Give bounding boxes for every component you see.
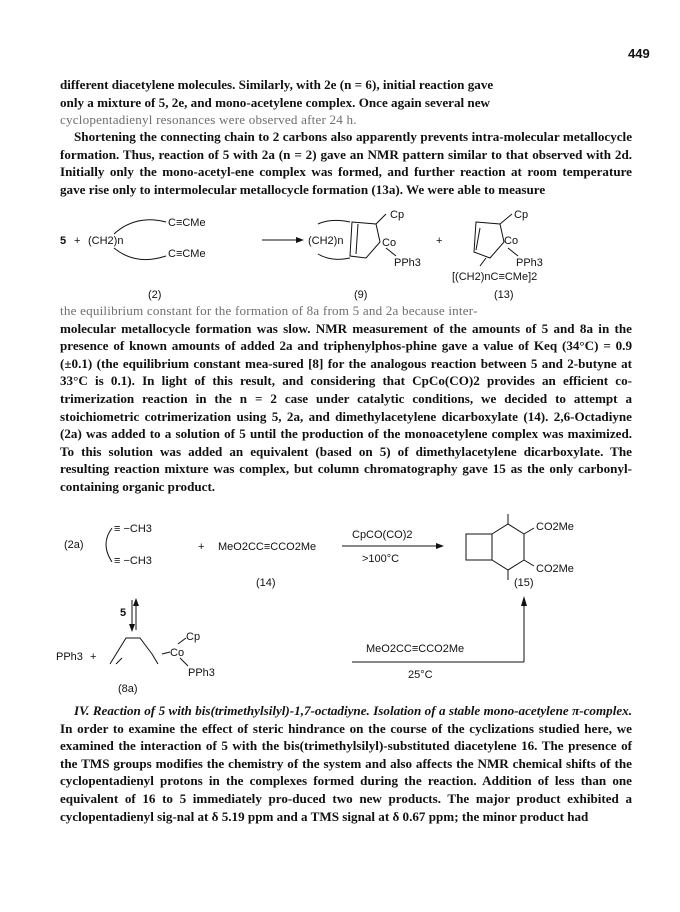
pph3-bond	[180, 658, 188, 666]
chain-arc-top	[114, 220, 166, 234]
conditions-label: >100°C	[362, 553, 400, 565]
scheme1-reagent-5: 5	[60, 235, 67, 247]
para1-line3: cyclopentadienyl resonances were observed after 24 h.	[60, 112, 357, 128]
catalyst-label: CpCO(CO)2	[352, 529, 413, 541]
scheme1-chain: (CH2)n	[88, 235, 124, 247]
alkyne-bottom: C≡CMe	[168, 248, 206, 260]
cp-bond	[178, 638, 186, 644]
diyne-bottom: ≡ −CH3	[114, 555, 152, 567]
co-pph3-bond	[386, 248, 396, 256]
product9-chain: (CH2)n	[308, 235, 344, 247]
complex-8a-chain	[110, 638, 152, 664]
ring13-sub-bond	[480, 258, 486, 266]
section-4-title: IV. Reaction of 5 with bis(trimethylsilyl)-1,7-octadiyne. Isolation of a stable mono-acetylene π-complex.	[74, 703, 632, 718]
para2-text: Shortening the connecting chain to 2 carbons also apparently prevents intra-molecular metallocycle formation. Thus, reaction of 5 with 2a (n = 2) gave an NMR pattern similar to that observed with 2d. Initially only the mono-acetyl-ene complex was formed, and further reaction at room temperature gave rise only to intermolecular metallocycle formation (13a). We were able to measure	[60, 129, 632, 197]
label-13: (13)	[494, 289, 514, 301]
equilibrium-head-up	[133, 598, 139, 606]
reagent-14: MeO2CC≡CCO2Me	[218, 541, 317, 553]
para1-line1: different diacetylene molecules. Similarly, with 2e (n = 6), initial reaction gave	[60, 77, 494, 92]
metallocycle-ring	[350, 222, 380, 258]
co2me-bottom: CO2Me	[536, 563, 574, 575]
pph3-left: PPh3	[56, 651, 83, 663]
product9-pph3: PPh3	[394, 257, 421, 269]
product13-substituent: [(CH2)nC≡CMe]2	[452, 271, 538, 283]
cyclobutane-ring	[466, 534, 492, 560]
paragraph-1	[60, 76, 632, 129]
alkyne-top: C≡CMe	[168, 217, 206, 229]
scheme2-plus: +	[198, 541, 205, 553]
reagent-bottom: MeO2CC≡CCO2Me	[366, 643, 465, 655]
ester-bond-bottom	[524, 560, 534, 566]
section-4-text: In order to examine the effect of steric hindrance on the course of the cyclizations studied here, we examined the interaction of 5 with the bis(trimethylsilyl)-substituted diacetylene 16. The presence of the TMS groups modifies the chemistry of the system and also affects the NMR chemical shifts of the cyclopentadienyl protons in the complexes formed during the reaction. Addition of less than one equivalent of 16 to 5 immediately pro-duced two new products. The major product exhibited a cyclopentadienyl sig-nal at δ 5.19 ppm and a TMS signal at δ 0.67 ppm; the minor product had	[60, 720, 632, 824]
chain-arc-bottom	[114, 248, 166, 260]
cotrimer-arrow-head	[436, 543, 444, 549]
product9-co: Co	[382, 237, 397, 249]
para3-line1: the equilibrium constant for the formation of 8a from 5 and 2a because inter-	[60, 303, 478, 318]
diyne-chain	[106, 528, 112, 562]
section-4	[60, 702, 632, 825]
paragraph-2	[60, 128, 632, 198]
para1-line2: only a mixture of 5, 2e, and mono-acetylene complex. Once again several new	[60, 94, 490, 110]
label-8a: (8a)	[118, 683, 138, 695]
label-15: (15)	[514, 577, 534, 589]
page-number: 449	[628, 46, 650, 61]
product9-cp: Cp	[390, 210, 405, 221]
complex-8a-pph3: PPh3	[188, 667, 215, 679]
product13-co: Co	[504, 235, 519, 247]
ring13-inner-line	[476, 228, 480, 250]
equilibrium-head-down	[129, 624, 135, 632]
ring-me-top	[376, 214, 386, 224]
alkyne-hash-1	[116, 658, 122, 664]
scheme2-plus-2: +	[90, 651, 97, 663]
equilibrium-label: 5	[120, 607, 127, 619]
product13-cp: Cp	[514, 210, 529, 221]
ring-inner-line	[356, 224, 358, 254]
return-arrow-head	[521, 596, 527, 606]
label-2a: (2a)	[64, 539, 84, 551]
diyne-top: ≡ −CH3	[114, 523, 152, 535]
co-bond	[162, 652, 170, 654]
metallocycle-ring-13	[474, 222, 504, 258]
alkyne-hash-2	[152, 654, 158, 664]
co2me-top: CO2Me	[536, 521, 574, 533]
temp-bottom: 25°C	[408, 669, 433, 681]
benzene-ring	[492, 524, 524, 570]
complex-8a-co: Co	[170, 647, 185, 659]
paragraph-3	[60, 302, 632, 496]
scheme1-plus: +	[74, 235, 81, 247]
ring13-me-top	[500, 214, 512, 224]
ester-bond-top	[524, 528, 534, 534]
label-2: (2)	[148, 289, 162, 301]
reaction-scheme-1	[56, 210, 636, 302]
product9-arc-top	[318, 220, 350, 224]
scheme1-plus-2: +	[436, 235, 443, 247]
label-14: (14)	[256, 577, 276, 589]
arrow-head	[296, 237, 304, 243]
co-pph3-bond-13	[508, 248, 518, 256]
para3-text: molecular metallocycle formation was slow. NMR measurement of the amounts of 5 and 8a in the presence of known amounts of added 2a and triphenylphos-phine gave a value of Keq (34°C) = 0.9 (±0.1) (the equilibrium constant mea-sured [8] for the analogous reaction between 5 and 2-butyne at 33°C is 0.1). In light of this result, and considering that CpCo(CO)2 provides an efficient co-trimerization reaction in the n = 2 case under catalytic conditions, we decided to attempt a stoichiometric cotrimerization using 5, 2a, and dimethylacetylene dicarboxylate (14). 2,6-Octadiyne (2a) was added to a solution of 5 until the production of the monoacetylene complex was maximized. To this solution was added an equivalent (based on 5) of dimethylacetylene dicarboxylate. The resulting reaction mixture was complex, but column chromatography gave 15 as the only carbonyl-containing organic product.	[60, 320, 632, 494]
complex-8a-cp: Cp	[186, 631, 201, 643]
reaction-scheme-2	[56, 514, 636, 696]
product13-pph3: PPh3	[516, 257, 543, 269]
product9-arc-bottom	[318, 254, 350, 259]
label-9: (9)	[354, 289, 368, 301]
